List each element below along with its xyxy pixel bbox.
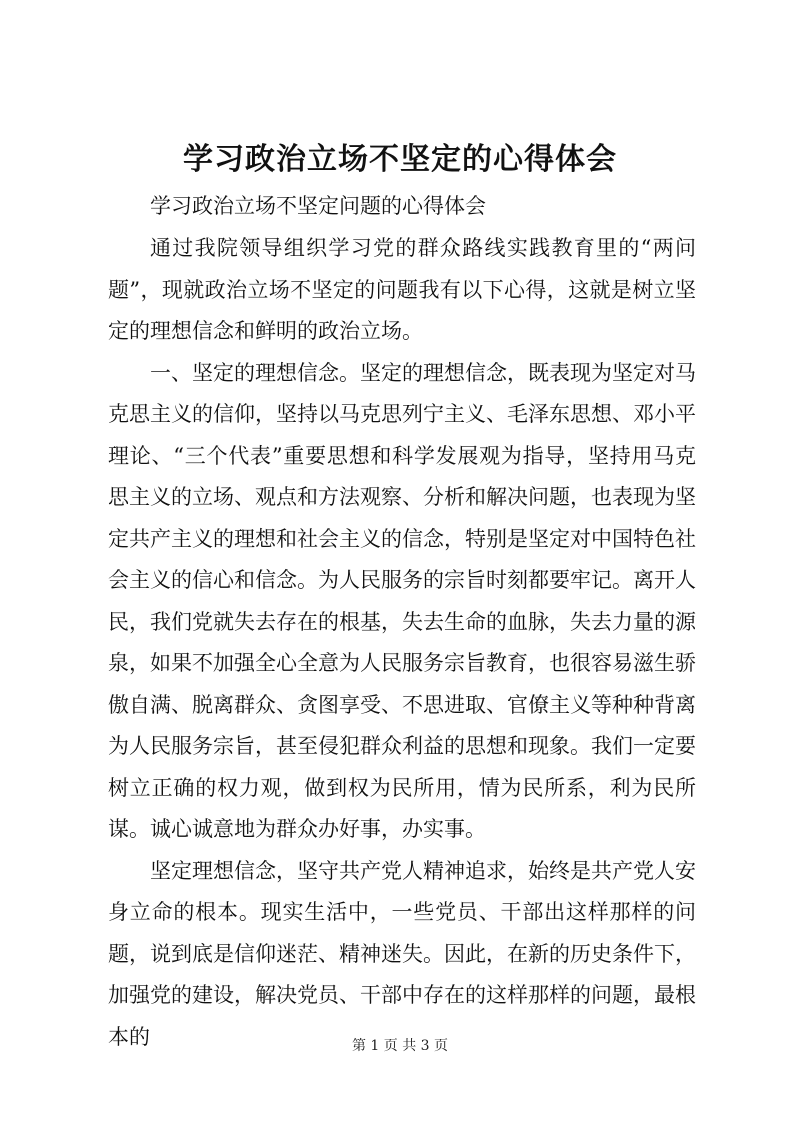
paragraph-intro: 通过我院领导组织学习党的群众路线实践教育里的“两问题”，现就政治立场不坚定的问题我有以下心得，这就是树立坚定的理想信念和鲜明的政治立场。 (108, 236, 696, 343)
document-title: 学习政治立场不坚定的心得体会 (183, 142, 617, 177)
page-number: 第 1 页 共 3 页 (351, 1038, 449, 1054)
paragraph-beliefs: 坚定理想信念，坚守共产党人精神追求，始终是共产党人安身立命的根本。现实生活中，一些党员、干部出这样那样的问题，说到底是信仰迷茫、精神迷失。因此，在新的历史条件下，加强党的建设，解决党员、干部中存在的这样那样的问题，最根本的 (108, 858, 696, 1049)
paragraph-ideals: 一、坚定的理想信念。坚定的理想信念，既表现为坚定对马克思主义的信仰，坚持以马克思列宁主义、毛泽东思想、邓小平理论、“三个代表”重要思想和科学发展观为指导，坚持用马克思主义的立场、观点和方法观察、分析和解决问题，也表现为坚定共产主义的理想和社会主义的信念，特别是坚定对中国特色社会主义的信心和信念。为人民服务的宗旨时刻都要牢记。离开人民，我们党就失去存在的根基，失去生命的血脉，失去力量的源泉，如果不加强全心全意为人民服务宗旨教育，也很容易滋生骄傲自满、脱离群众、贪图享受、不思进取、官僚主义等种种背离为人民服务宗旨，甚至侵犯群众利益的思想和现象。我们一定要树立正确的权力观，做到权为民所用，情为民所系，利为民所谋。诚心诚意地为群众办好事，办实事。 (108, 360, 696, 841)
document-subtitle: 学习政治立场不坚定问题的心得体会 (150, 194, 486, 218)
document-body (108, 228, 696, 1058)
